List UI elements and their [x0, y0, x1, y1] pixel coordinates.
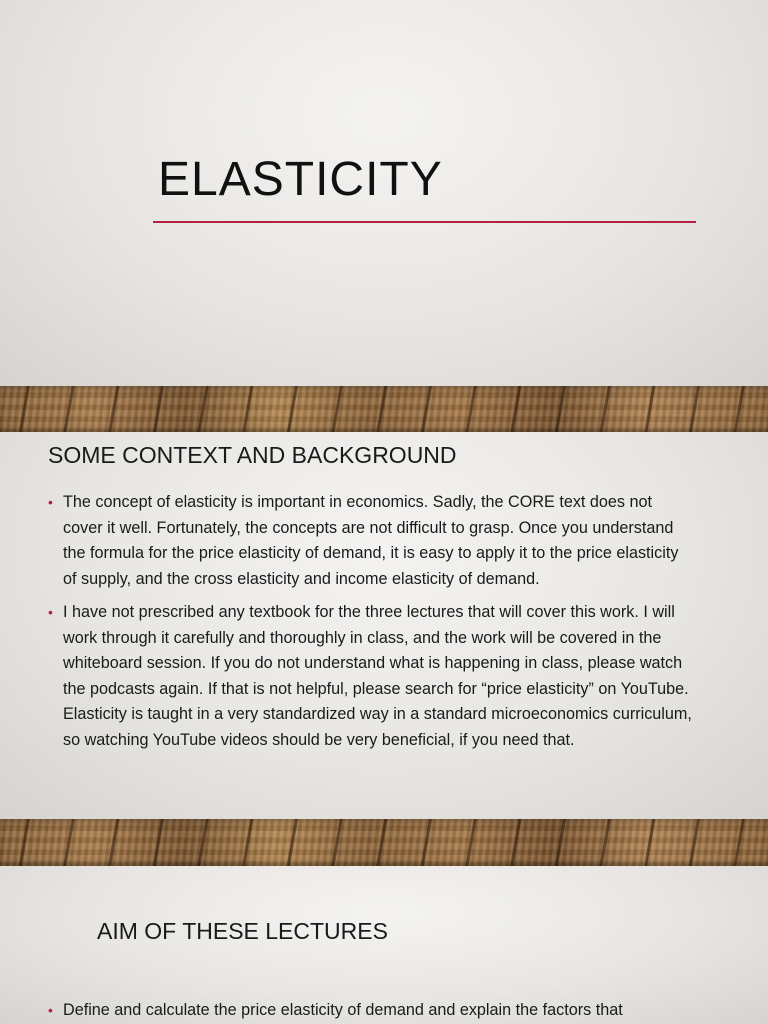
context-slide [0, 432, 768, 819]
wood-divider [0, 386, 768, 432]
bullet-icon: • [48, 494, 53, 510]
bullet-list [48, 490, 696, 753]
bullet-text: Define and calculate the price elasticity of demand and explain the factors that [63, 1001, 623, 1019]
bullet-list [48, 998, 708, 1024]
slide-title: ELASTICITY [158, 153, 443, 206]
list-item [48, 600, 696, 753]
aims-slide [0, 866, 768, 1024]
bullet-icon: • [48, 1002, 53, 1018]
title-slide [0, 0, 768, 386]
list-item [48, 998, 708, 1024]
section-heading: SOME CONTEXT AND BACKGROUND [48, 442, 457, 468]
list-item [48, 490, 696, 592]
title-underline [153, 221, 696, 223]
wood-divider [0, 819, 768, 866]
bullet-text: The concept of elasticity is important in economics. Sadly, the CORE text does not cover it well. Fortunately, the concepts are not difficult to grasp. Once you understand the formula for the price elasticity of demand, it is easy to apply it to the price elasticity of supply, and the cross elasticity and income elasticity of demand. [63, 493, 679, 588]
bullet-icon: • [48, 604, 53, 620]
section-heading: AIM OF THESE LECTURES [97, 918, 388, 944]
bullet-text: I have not prescribed any textbook for the three lectures that will cover this work. I will work through it carefully and thoroughly in class, and the work will be covered in the whiteboard session. If you do not understand what is happening in class, please watch the podcasts again. If that is not helpful, please search for “price elasticity” on YouTube. Elasticity is taught in a very standardized way in a standard microeconomics curriculum, so watching YouTube videos should be very beneficial, if you need that. [63, 603, 692, 749]
